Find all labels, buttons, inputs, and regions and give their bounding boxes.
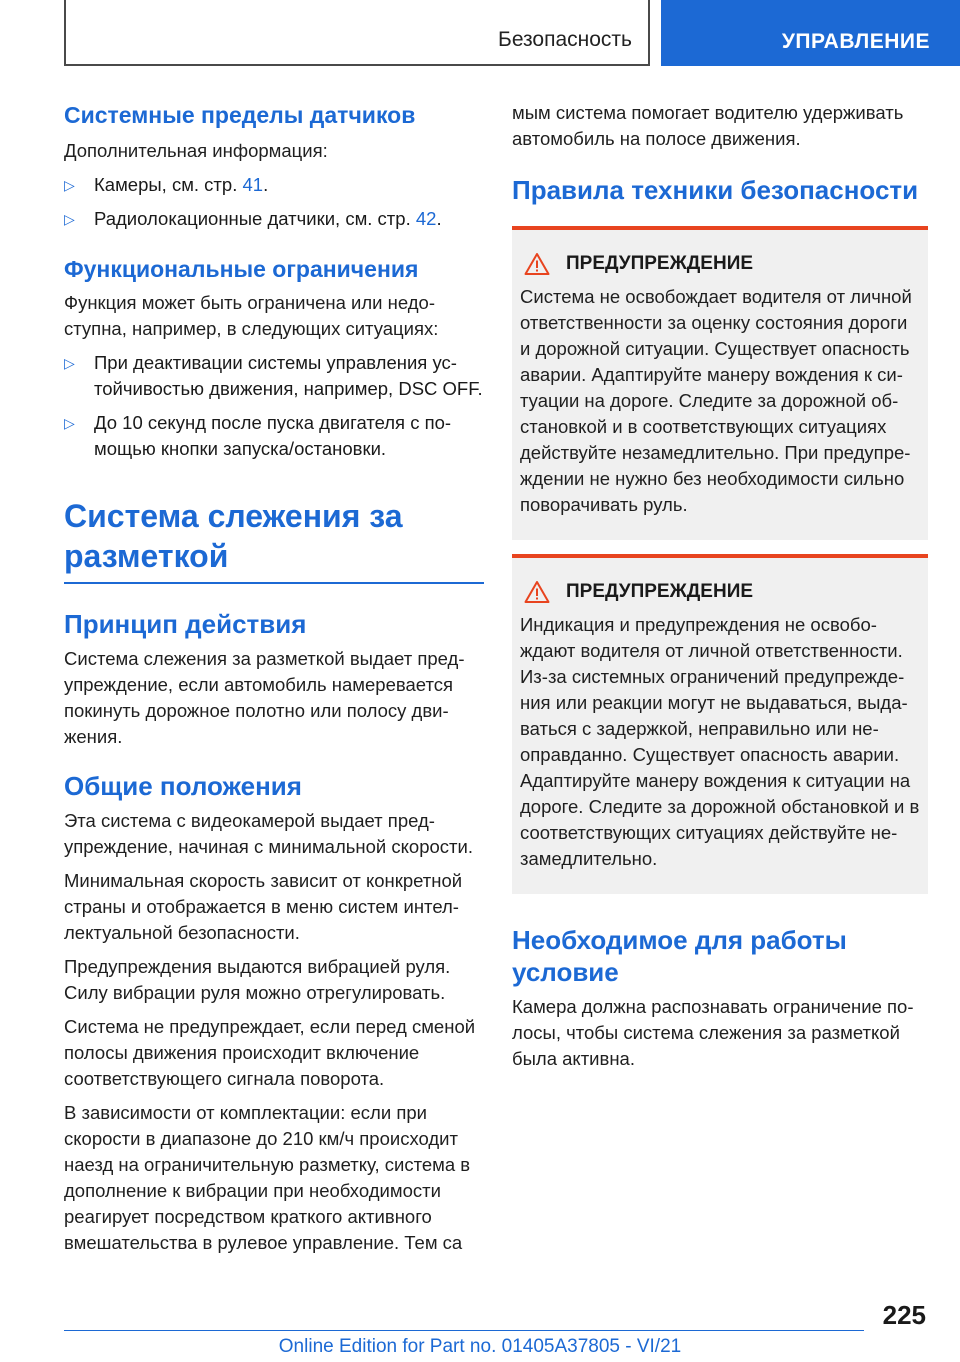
general-paragraph: Минимальная скорость зависит от конкретной страны и отображается в меню систем интеллектуальной безопасности.: [64, 870, 463, 943]
page-reference-link[interactable]: 41: [242, 174, 264, 195]
list-item: ▷ При деактивации системы управления устойчивостью движения, например, DSC OFF.: [64, 352, 483, 399]
list-item: ▷ Камеры, см. стр. 41.: [64, 172, 484, 198]
general-heading: Общие положения: [64, 771, 302, 801]
warning-text: Система не освобождает водителя от личной ответственности за оценку состояния дороги и дорожной ситуации. Существует опасность аварии. Адаптируйте манеру вождения к ситуации на дороге. Следите за дорожной обстановкой и в соответствующих ситуациях действуйте незамедлительно. При предупреждении не нужно без необходимости сильно поворачивать руль.: [520, 286, 912, 515]
continued-text: мым система помогает водителю удерживать автомобиль на полосе движения.: [512, 102, 904, 149]
triangle-right-icon: ▷: [64, 355, 75, 371]
footer-edition: Online Edition for Part no. 01405A37805 - VI/21: [278, 1336, 682, 1357]
requirement-heading: Необходимое для работы условие: [512, 925, 847, 987]
list-item: ▷ До 10 секунд после пуска двигателя с помощью кнопки запуска/остановки.: [64, 412, 452, 459]
warning-triangle-icon: [524, 580, 550, 604]
header-chapter-tab: [661, 0, 960, 66]
list-item: ▷ Радиолокационные датчики, см. стр. 42.: [64, 206, 484, 232]
func-limits-list: [64, 350, 484, 462]
general-paragraph: Система не предупреждает, если перед сменой полосы движения происходит включение соответствующего сигнала поворота.: [64, 1016, 476, 1089]
left-column: [64, 100, 484, 1256]
footer-divider: [64, 1330, 864, 1331]
limits-intro: Дополнительная информация:: [64, 140, 328, 161]
right-column: [512, 100, 928, 1072]
header-section-tab: [64, 0, 650, 66]
func-limits-intro: Функция может быть ограничена или недоступна, например, в следующих ситуациях:: [64, 292, 439, 339]
warning-box: [512, 226, 928, 540]
warning-triangle-icon: [524, 252, 550, 276]
header-chapter-title: УПРАВЛЕНИЕ: [781, 30, 930, 53]
section-divider: [64, 582, 484, 584]
header-section-title: Безопасность: [498, 28, 632, 51]
safety-heading: Правила техники безопасности: [512, 175, 919, 205]
warning-title: ПРЕДУПРЕЖДЕНИЕ: [520, 580, 920, 604]
triangle-right-icon: ▷: [64, 177, 75, 193]
general-paragraph: Эта система с видеокамерой выдает предупреждение, начиная с минимальной скорости.: [64, 810, 473, 857]
warning-text: Индикация и предупреждения не освобождают водителя от личной ответственности. Из-за системных ограничений предупреждения или реакции могут не выдаваться, выдаваться с задержкой, неправильно или неоправданно. Существует опасность аварии. Адаптируйте манеру вождения к ситуации на дороге. Следите за дорожной обстановкой и в соответствующих ситуациях действуйте незамедлительно.: [520, 614, 920, 869]
warning-title: ПРЕДУПРЕЖДЕНИЕ: [520, 252, 920, 276]
general-paragraph: Предупреждения выдаются вибрацией руля. Силу вибрации руля можно отрегулировать.: [64, 956, 451, 1003]
triangle-right-icon: ▷: [64, 415, 75, 431]
limits-list: [64, 172, 484, 232]
principle-text: Система слежения за разметкой выдает предупреждение, если автомобиль намеревается покинуть дорожное полотно или полосу движения.: [64, 648, 465, 747]
general-paragraph: В зависимости от комплектации: если при скорости в диапазоне до 210 км/ч происходит наезд на ограничительную разметку, система в дополнение к вибрации при необходимости реагирует посредством краткого активного вмешательства в рулевое управление. Тем са: [64, 1102, 471, 1253]
limits-heading: Системные пределы датчиков: [64, 102, 416, 128]
page-number: 225: [882, 1300, 926, 1330]
warning-box: [512, 554, 928, 894]
page-reference-link[interactable]: 42: [415, 208, 437, 229]
section-title: Система слежения за разметкой: [64, 498, 403, 574]
principle-heading: Принцип действия: [64, 609, 307, 639]
triangle-right-icon: ▷: [64, 211, 75, 227]
requirement-text: Камера должна распознавать ограничение полосы, чтобы система слежения за разметкой была активна.: [512, 996, 914, 1069]
func-limits-heading: Функциональные ограничения: [64, 256, 419, 282]
